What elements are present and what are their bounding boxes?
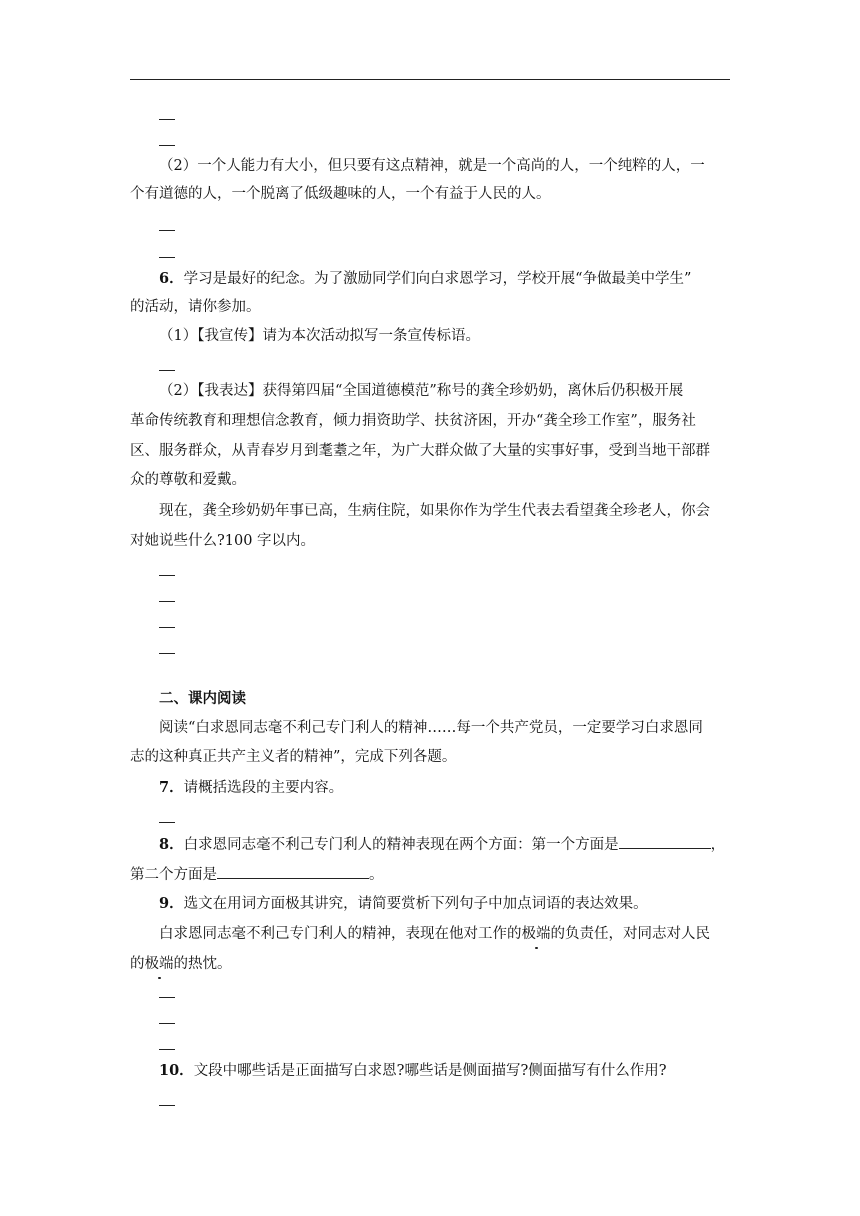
answer-line[interactable] — [159, 119, 175, 120]
answer-line[interactable] — [159, 653, 175, 654]
answer-line[interactable] — [159, 822, 175, 823]
answer-line[interactable] — [159, 370, 175, 371]
q8-line1 — [159, 834, 730, 855]
emphasized-word: 极端 — [144, 956, 174, 972]
answer-line[interactable] — [159, 627, 175, 628]
q6-item2-line4: 众的尊敬和爱戴。 — [130, 472, 246, 488]
answer-line[interactable] — [159, 601, 175, 602]
section-intro-line2: 志的这种真正共产主义者的精神”，完成下列各题。 — [130, 749, 457, 765]
quote-text: 的 — [130, 956, 145, 972]
q6-item2-line2: 革命传统教育和理想信念教育，倾力捐资助学、扶贫济困，开办“龚全珍工作室”，服务社 — [130, 413, 696, 429]
section-heading: 二、课内阅读 — [159, 690, 246, 707]
q9-text: 选文在用词方面极其讲究，请简要赏析下列句子中加点词语的表达效果。 — [183, 896, 648, 912]
section-intro-line1: 阅读“白求恩同志毫不利己专门利人的精神……每一个共产党员，一定要学习白求恩同 — [159, 720, 703, 736]
q6-prompt-line2: 对她说些什么?100 字以内。 — [130, 533, 316, 549]
quote-text: 的负责任，对同志对人民 — [550, 926, 710, 942]
answer-line[interactable] — [159, 230, 175, 231]
header-rule — [130, 79, 730, 80]
q6-item2-line3: 区、服务群众，从青春岁月到耄耋之年，为广大群众做了大量的实事好事，受到当地干部群 — [130, 443, 710, 459]
q9 — [159, 894, 730, 914]
answer-line[interactable] — [159, 997, 175, 998]
answer-line[interactable] — [159, 1105, 175, 1106]
q5-item2-line2: 个有道德的人，一个脱离了低级趣味的人，一个有益于人民的人。 — [130, 186, 551, 202]
q10 — [159, 1061, 730, 1081]
q6-item1: （1）【我宣传】请为本次活动拟写一条宣传标语。 — [159, 328, 480, 344]
q9-quote-line1 — [159, 924, 730, 944]
q8-text-2: 第二个方面是 — [130, 867, 217, 883]
q9-number: 9． — [159, 895, 184, 912]
q7-text: 请概括选段的主要内容。 — [183, 780, 344, 796]
quote-text: 白求恩同志毫不利己专门利人的精神，表现在他对工作的 — [159, 926, 522, 942]
q8-blank-2[interactable] — [217, 864, 369, 879]
q6-prompt-line1: 现在，龚全珍奶奶年事已高，生病住院，如果你作为学生代表去看望龚全珍老人，你会 — [159, 503, 710, 519]
q8-line2 — [130, 864, 730, 885]
q10-text: 文段中哪些话是正面描写白求恩?哪些话是侧面描写?侧面描写有什么作用? — [193, 1063, 667, 1079]
answer-line[interactable] — [159, 145, 175, 146]
answer-line[interactable] — [159, 575, 175, 576]
q6-line1 — [159, 269, 730, 289]
answer-line[interactable] — [159, 1023, 175, 1024]
q8-number: 8． — [159, 836, 184, 853]
q9-quote-line2 — [130, 954, 730, 974]
q6-item2-line1: （2）【我表达】获得第四届“全国道德模范”称号的龚全珍奶奶，离休后仍积极开展 — [159, 383, 684, 399]
q8-blank-1[interactable] — [619, 834, 711, 849]
q8-text-1: 白求恩同志毫不利己专门利人的精神表现在两个方面：第一个方面是 — [183, 837, 619, 853]
answer-line[interactable] — [159, 257, 175, 258]
q6-line2: 的活动，请你参加。 — [130, 299, 261, 315]
q8-punct-2: 。 — [369, 867, 384, 883]
quote-text: 的热忱。 — [173, 956, 232, 972]
answer-line[interactable] — [159, 1049, 175, 1050]
q10-number: 10． — [159, 1062, 194, 1079]
q7 — [159, 778, 730, 798]
q5-item2-line1: （2）一个人能力有大小，但只要有这点精神，就是一个高尚的人，一个纯粹的人，一 — [159, 158, 705, 174]
q6-number: 6． — [159, 270, 184, 287]
q6-text: 学习是最好的纪念。为了激励同学们向白求恩学习，学校开展“争做最美中学生” — [183, 271, 692, 287]
emphasized-word: 极端 — [521, 926, 551, 942]
q8-punct-1: ， — [710, 837, 726, 853]
q7-number: 7． — [159, 779, 184, 796]
